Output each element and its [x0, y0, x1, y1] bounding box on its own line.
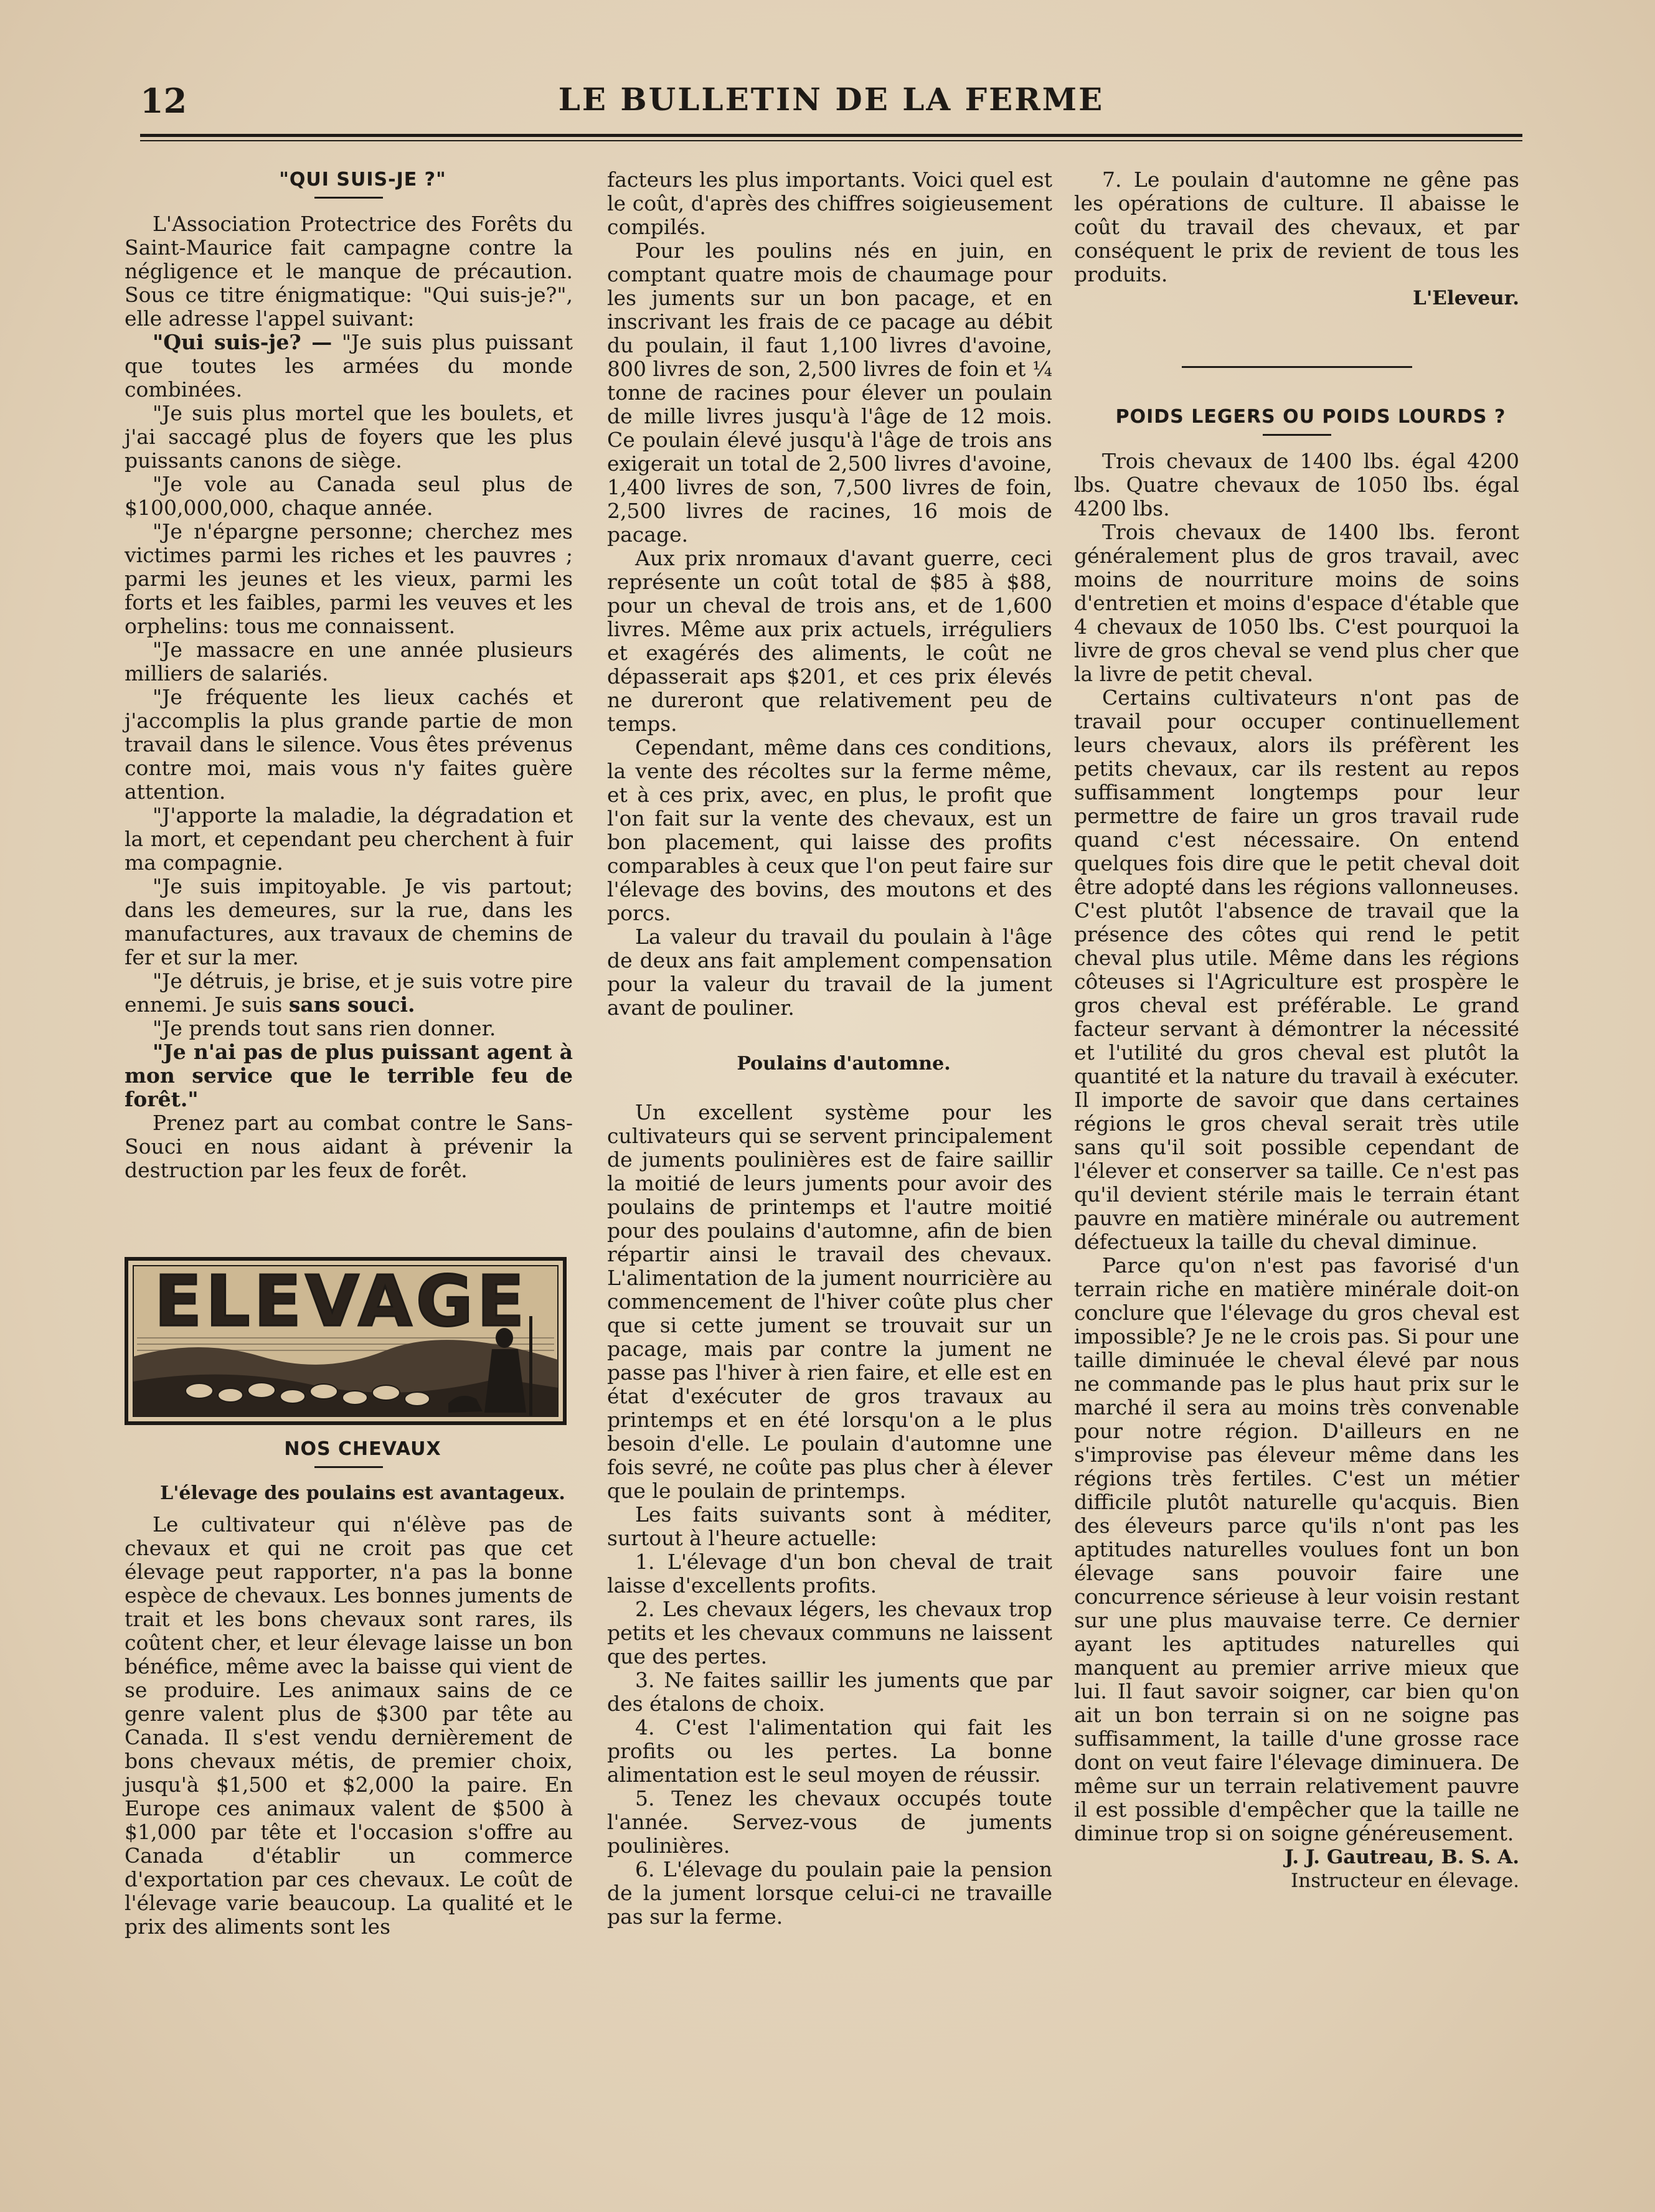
bold-text: sans souci. — [288, 992, 415, 1017]
elevage-banner-svg — [125, 1257, 567, 1425]
column-middle — [607, 168, 1052, 1929]
paragraph: "J'apporte la maladie, la dégradation et la mort, et cependant peu cherchent à fuir ma compagnie. — [125, 803, 573, 875]
paragraph: Le cultivateur qui n'élève pas de chevaux et qui ne croit pas que cet élevage peut rapporter, n'a pas la bonne espèce de chevaux. Les bonnes juments de trait et les bons chevaux sont rares, ils coûtent cher, et leur élevage laisse un bon bénéfice, même avec la baisse qui vient de se produire. Les animaux sains de ce genre valent plus de $300 par tête au Canada. Il s'est vendu dernièrement de bons chevaux métis, de premier choix, jusqu'à $1,500 et $2,000 la paire. En Europe ces animaux valent de $500 à $1,000 par tête et l'occasion s'offre au Canada d'établir un commerce d'exportation par ces chevaux. Le coût de l'élevage varie beaucoup. La qualité et le prix des aliments sont les — [125, 1512, 573, 1939]
paragraph: "Je fréquente les lieux cachés et j'accomplis la plus grande partie de mon travail dans le silence. Vous êtes prévenus contre moi, mais vous n'y faites guère attention. — [125, 685, 573, 804]
column-left — [125, 168, 573, 1939]
paragraph: "Je n'épargne personne; cherchez mes victimes parmi les riches et les pauvres ; parmi les jeunes et les vieux, parmi les forts et les faibles, parmi les veuves et les orphelins: tous me connaissent. — [125, 519, 573, 638]
paragraph — [125, 331, 573, 402]
paragraph: "Je prends tout sans rien donner. — [153, 1016, 496, 1040]
paragraph — [125, 1040, 573, 1111]
list-item: 6. L'élevage du poulain paie la pension de la jument lorsque celui-ci ne travaille pas sur la ferme. — [607, 1857, 1052, 1929]
header-rule-thick — [140, 134, 1522, 137]
paragraph: Cependant, même dans ces conditions, la vente des récoltes sur la ferme même, et à ces prix, avec, en plus, le profit que l'on fait sur la vente des chevaux, est un bon placement, qui laisse des profits comparables à ceux que l'on peut faire sur l'élevage des bovins, des moutons et des porcs. — [607, 735, 1052, 925]
bold-paragraph: "Je n'ai pas de plus puissant agent à mon service que le terrible feu de forêt." — [125, 1040, 573, 1111]
paragraph: Pour les poulins nés en juin, en comptant quatre mois de chaumage pour les juments sur un bon pacage, et en inscrivant les frais de ce pacage au débit du poulain, il faut 1,100 livres d'avoine, 800 livres de son, 2,500 livres de foin et ¼ tonne de racines pour élever un poulain de mille livres jusqu'à l'âge de 12 mois. Ce poulain élevé jusqu'à l'âge de trois ans exigerait un total de 2,500 livres d'avoine, 1,400 livres de son, 7,500 livres de foin, 2,500 livres de racines, 16 mois de pacage. — [607, 238, 1052, 547]
title-rule — [1263, 434, 1331, 436]
column-right — [1074, 168, 1519, 1893]
page-header — [140, 75, 1522, 137]
paragraph: Trois chevaux de 1400 lbs. égal 4200 lbs. Quatre chevaux de 1050 lbs. égal 4200 lbs. — [1074, 449, 1519, 520]
list-item: 4. C'est l'alimentation qui fait les profits ou les pertes. La bonne alimentation est le seul moyen de réussir. — [607, 1715, 1052, 1787]
subheading: L'élevage des poulains est avantageux. — [160, 1482, 565, 1504]
list-item: 7. Le poulain d'automne ne gêne pas les opérations de culture. Il abaisse le coût du travail des chevaux, et par conséquent le prix de revient de tous les produits. — [1074, 167, 1519, 286]
paragraph: Un excellent système pour les cultivateurs qui se servent principalement de juments poulinières est de faire saillir la moitié de leurs juments pour avoir des poulains de printemps et l'autre moitié pour des poulains d'automne, afin de bien répartir ainsi le travail des chevaux. L'alimentation de la jument nourricière au commencement de l'hiver coûte plus cher que si cette jument se trouvait sur un pacage, mais par contre la jument ne passe pas l'hiver à rien faire, et elle est en état d'exécuter de gros travaux au printemps et en été lorsqu'on a le plus besoin d'elle. Le poulain d'automne une fois sevré, ne coûte pas plus cher à élever que le poulain de printemps. — [607, 1100, 1052, 1503]
paragraph: facteurs les plus importants. Voici quel est le coût, d'après des chiffres soigieusement compilés. — [607, 167, 1052, 239]
paragraph: Parce qu'on n'est pas favorisé d'un terrain riche en matière minérale doit-on conclure que l'élevage du gros cheval est impossible? Je ne le crois pas. Si pour une taille diminuée le cheval élevé par nous ne commande pas le plus haut prix sur le marché il sera au moins très convenable pour notre région. D'ailleurs en ne s'improvise pas éleveur même dans les régions très fertiles. C'est un métier difficile plutôt naturelle qu'acquis. Bien des éleveurs parce qu'ils n'ont pas les aptitudes naturelles voulues font un bon élevage sans pouvoir faire une concurrence sérieuse à leur voisin restant sur une plus mauvaise terre. Ce dernier ayant les aptitudes naturelles qui manquent au premier arrive mieux que lui. Il faut savoir soigner, car bien qu'on ait un bon terrain si on ne soigne pas suffisamment, la taille d'une grosse race dont on veut faire l'élevage diminuera. De même sur un terrain relativement pauvre il est possible d'empêcher que la taille ne diminue trop si on soigne généreusement. — [1074, 1253, 1519, 1845]
paragraph: La valeur du travail du poulain à l'âge de deux ans fait amplement compensation pour la valeur du travail de la jument avant de pouliner. — [607, 925, 1052, 1020]
title-rule — [314, 197, 383, 199]
paragraph: "Je suis impitoyable. Je vis partout; dans les demeures, sur la rue, dans les manufactures, aux travaux de chemins de fer et sur la mer. — [125, 874, 573, 969]
paragraph: Prenez part au combat contre le Sans-Souci en nous aidant à prévenir la destruction par les feux de forêt. — [125, 1111, 573, 1182]
header-rule-thin — [140, 140, 1522, 141]
paragraph: Aux prix nromaux d'avant guerre, ceci représente un coût total de $85 à $88, pour un cheval de trois ans, et de 1,600 livres. Même aux prix actuels, irréguliers et exagérés des aliments, le coût ne dépasserait aps $201, et ces prix élevés ne dureront que relativement peu de temps. — [607, 546, 1052, 736]
author-signature: J. J. Gautreau, B. S. A. — [1285, 1846, 1519, 1868]
signature-leleveur: L'Eleveur. — [1413, 287, 1519, 309]
list-item: 5. Tenez les chevaux occupés toute l'année. Servez-vous de juments poulinières. — [607, 1786, 1052, 1858]
page-number: 12 — [140, 81, 187, 121]
bold-lead: "Qui suis-je? — — [153, 330, 332, 354]
paragraph: Trois chevaux de 1400 lbs. feront généralement plus de gros travail, avec moins de nourriture moins de soins d'entretien et moins d'espace d'étable que 4 chevaux de 1050 lbs. C'est pourquoi la livre de gros cheval se vend plus cher que la livre de petit cheval. — [1074, 520, 1519, 686]
article-title-poids: POIDS LEGERS OU POIDS LOURDS ? — [1115, 406, 1506, 428]
text-span: "Je détruis, je brise, et je suis votre pire ennemi. Je suis — [125, 969, 573, 1017]
article-separator-rule — [1182, 366, 1412, 368]
banner-title-text: ELEVAGE — [154, 1261, 529, 1342]
article-title-qui-suis-je: "QUI SUIS-JE ?" — [279, 169, 446, 191]
subheading-poulains-automne: Poulains d'automne. — [737, 1053, 951, 1075]
list-item: 3. Ne faites saillir les juments que par des étalons de choix. — [607, 1668, 1052, 1716]
elevage-banner-illustration — [125, 1257, 567, 1425]
section-title-nos-chevaux: NOS CHEVAUX — [284, 1438, 441, 1460]
paragraph: Les faits suivants sont à méditer, surtout à l'heure actuelle: — [607, 1502, 1052, 1550]
paragraph: "Je suis plus mortel que les boulets, et j'ai saccagé plus de foyers que les plus puissants canons de siège. — [125, 401, 573, 473]
list-item: 1. L'élevage d'un bon cheval de trait laisse d'excellents profits. — [607, 1550, 1052, 1598]
list-item: 2. Les chevaux légers, les chevaux trop petits et les chevaux communs ne laissent que des pertes. — [607, 1597, 1052, 1668]
paragraph: "Je vole au Canada seul plus de $100,000,000, chaque année. — [125, 472, 573, 520]
paragraph: Certains cultivateurs n'ont pas de travail pour occuper continuellement leurs chevaux, alors ils préfèrent les petits chevaux, car ils restent au repos suffisamment longtemps pour leur permettre de faire un gros travail rude quand c'est nécessaire. On entend quelques fois dire que le petit cheval doit être adopté dans les régions vallonneuses. C'est plutôt l'absence de travail que la présence des côtes qui rend le petit cheval plus utile. Même dans les régions côteuses si l'Agriculture est prospère le gros cheval est préférable. Le grand facteur servant à démontrer la nécessité et l'utilité du gros cheval est plutôt la quantité et la nature du travail à exécuter. Il importe de savoir que dans certaines régions le gros cheval serait très utile sans qu'il soit possible cependant de l'élever et conserver sa taille. Ce n'est pas qu'il devient stérile mais le terrain étant pauvre en matière minérale ou autrement défectueux la taille du cheval diminue. — [1074, 685, 1519, 1254]
masthead-title: LE BULLETIN DE LA FERME — [558, 81, 1105, 118]
paragraph: L'Association Protectrice des Forêts du Saint-Maurice fait campagne contre la négligence et le manque de précaution. Sous ce titre énigmatique: "Qui suis-je?", elle adresse l'appel suivant: — [125, 212, 573, 331]
author-title: Instructeur en élevage. — [1291, 1870, 1519, 1892]
section-rule — [314, 1466, 383, 1468]
paragraph: "Je massacre en une année plusieurs milliers de salariés. — [125, 638, 573, 685]
text-span: "Je suis plus puissant que toutes les armées du monde combinées. — [125, 330, 573, 402]
paragraph — [125, 969, 573, 1017]
